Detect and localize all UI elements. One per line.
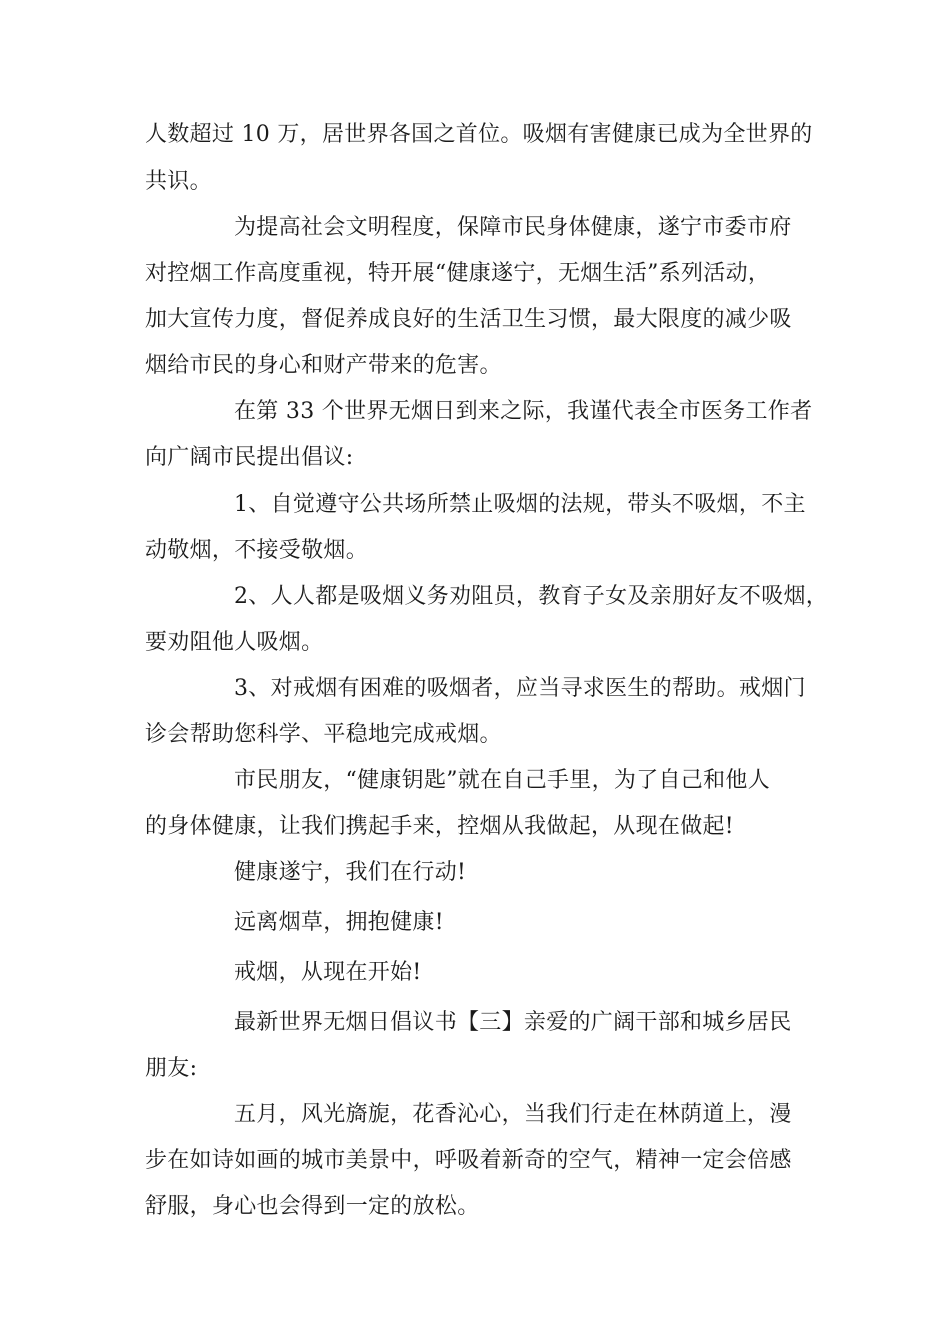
text-line: 市民朋友，“健康钥匙”就在自己手里，为了自己和他人 bbox=[234, 768, 770, 793]
text-line: 步在如诗如画的城市美景中，呼吸着新奇的空气，精神一定会倍感 bbox=[145, 1148, 792, 1173]
text-line: 对控烟工作高度重视，特开展“健康遂宁，无烟生活”系列活动， bbox=[145, 261, 771, 286]
text-line: 舒服，身心也会得到一定的放松。 bbox=[145, 1194, 480, 1219]
text-line: 1、自觉遵守公共场所禁止吸烟的法规，带头不吸烟，不主 bbox=[234, 492, 806, 517]
text-line: 的身体健康，让我们携起手来，控烟从我做起，从现在做起! bbox=[145, 814, 734, 839]
text-line: 健康遂宁，我们在行动! bbox=[234, 860, 467, 885]
text-line: 烟给市民的身心和财产带来的危害。 bbox=[145, 353, 502, 378]
text-line: 要劝阻他人吸烟。 bbox=[145, 630, 324, 655]
text-line: 加大宣传力度，督促养成良好的生活卫生习惯，最大限度的减少吸 bbox=[145, 307, 792, 332]
text-line: 2、人人都是吸烟义务劝阻员，教育子女及亲朋好友不吸烟， bbox=[234, 584, 829, 609]
text-line: 诊会帮助您科学、平稳地完成戒烟。 bbox=[145, 722, 502, 747]
text-line: 远离烟草，拥抱健康! bbox=[234, 910, 444, 935]
text-line: 3、对戒烟有困难的吸烟者，应当寻求医生的帮助。戒烟门 bbox=[234, 676, 806, 701]
text-line: 戒烟，从现在开始! bbox=[234, 960, 422, 985]
text-line: 共识。 bbox=[145, 169, 212, 194]
text-line: 动敬烟，不接受敬烟。 bbox=[145, 538, 369, 563]
text-line: 为提高社会文明程度，保障市民身体健康，遂宁市委市府 bbox=[234, 215, 792, 240]
text-line: 向广阔市民提出倡议: bbox=[145, 445, 354, 470]
text-line: 人数超过 10 万，居世界各国之首位。吸烟有害健康已成为全世界的 bbox=[145, 122, 813, 147]
text-line: 五月，风光旖旎，花香沁心，当我们行走在林荫道上，漫 bbox=[234, 1102, 792, 1127]
text-line: 朋友: bbox=[145, 1056, 198, 1081]
text-line: 最新世界无烟日倡议书【三】亲爱的广阔干部和城乡居民 bbox=[234, 1010, 792, 1035]
text-line: 在第 33 个世界无烟日到来之际，我谨代表全市医务工作者 bbox=[234, 399, 813, 424]
